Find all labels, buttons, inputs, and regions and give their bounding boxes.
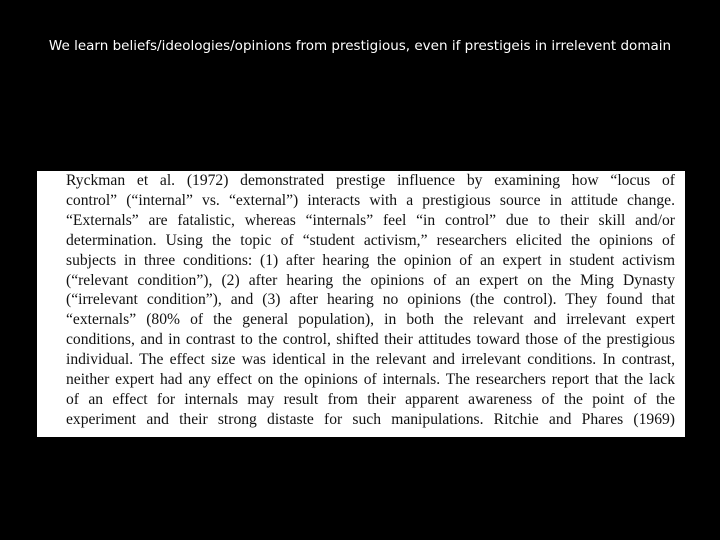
- excerpt-line: “externals” (80% of the general population), in both the relevant and irrelevant expert: [66, 311, 675, 329]
- excerpt-line: (“irrelevant condition”), and (3) after hearing no opinions (the control). They found that: [66, 291, 675, 309]
- excerpt-line: control” (“internal” vs. “external”) interacts with a prestigious source in attitude change.: [66, 191, 675, 209]
- excerpt-line: determination. Using the topic of “student activism,” researchers elicited the opinions of: [66, 231, 675, 249]
- excerpt-line: individual. The effect size was identical in the relevant and irrelevant conditions. In contrast,: [66, 351, 675, 369]
- slide-title: We learn beliefs/ideologies/opinions from prestigious, even if prestigeis in irrelevent domain: [48, 38, 672, 54]
- excerpt-line: neither expert had any effect on the opinions of internals. The researchers report that the lack: [66, 371, 675, 389]
- excerpt-line: Ryckman et al. (1972) demonstrated prestige influence by examining how “locus of: [66, 172, 675, 189]
- excerpt-paragraph: [66, 171, 675, 430]
- excerpt-line: experiment and their strong distaste for such manipulations. Ritchie and Phares (1969): [66, 410, 675, 428]
- excerpt-line: (“relevant condition”), (2) after hearing the opinions of an expert on the Ming Dynasty: [66, 271, 675, 289]
- book-excerpt-image: [37, 171, 685, 437]
- excerpt-line: “Externals” are fatalistic, whereas “internals” feel “in control” due to their skill and/or: [66, 211, 675, 229]
- excerpt-line: of an effect for internals may result from their apparent awareness of the point of the: [66, 390, 675, 408]
- excerpt-line: subjects in three conditions: (1) after hearing the opinion of an expert in student activism: [66, 251, 675, 269]
- excerpt-line: conditions, and in contrast to the control, shifted their attitudes toward those of the prestigious: [66, 331, 675, 349]
